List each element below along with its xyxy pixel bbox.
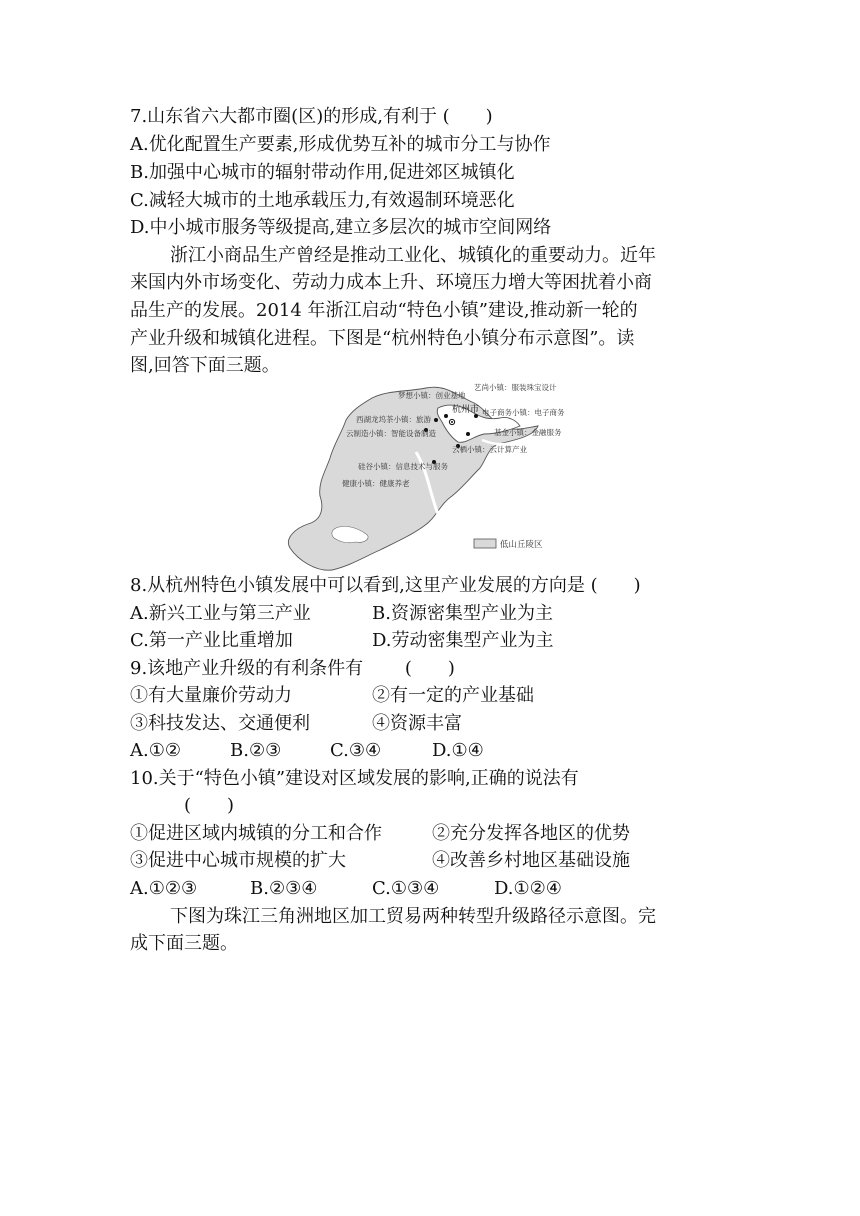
q9-option-d: D.①④ — [432, 740, 484, 761]
town-dot — [466, 432, 470, 436]
town-dot — [444, 414, 448, 418]
map-label-fund-town: 基金小镇：金融服务 — [494, 428, 562, 437]
town-dot — [451, 421, 453, 423]
q7-option-d: D.中小城市服务等级提高,建立多层次的城市空间网络 — [130, 217, 552, 238]
q10-answer-paren: ( ) — [184, 795, 235, 816]
q7-stem: 7.山东省六大都市圈(区)的形成,有利于 ( ) — [130, 106, 493, 127]
map-label-yunqi-town: 云栖小镇：云计算产业 — [452, 445, 527, 454]
passage1-line-3: 品生产的发展。2014 年浙江启动“特色小镇”建设,推动新一轮的 — [130, 300, 638, 321]
q9-stem: 9.该地产业升级的有利条件有 ( ) — [130, 658, 455, 679]
passage1-line-4: 产业升级和城镇化进程。下图是“杭州特色小镇分布示意图”。读 — [130, 328, 635, 349]
q10-option-d: D.①②④ — [494, 878, 562, 899]
q10-item-4: ④改善乡村地区基础设施 — [432, 850, 630, 871]
q10-option-b: B.②③④ — [250, 878, 318, 899]
q9-item-3: ③科技发达、交通便利 — [130, 713, 310, 734]
passage1-line-1: 浙江小商品生产曾经是推动工业化、城镇化的重要动力。近年 — [170, 245, 656, 266]
legend-label: 低山丘陵区 — [500, 540, 543, 550]
legend-swatch — [474, 539, 496, 548]
map-label-fashion-town: 艺尚小镇：服装珠宝设计 — [474, 383, 557, 392]
passage1-line-5: 图,回答下面三题。 — [130, 355, 280, 376]
q10-item-3: ③促进中心城市规模的扩大 — [130, 850, 346, 871]
q10-option-a: A.①②③ — [130, 878, 198, 899]
q10-stem: 10.关于“特色小镇”建设对区域发展的影响,正确的说法有 — [130, 768, 579, 789]
q9-option-c: C.③④ — [330, 740, 382, 761]
passage2-line-2: 成下面三题。 — [130, 933, 238, 954]
hangzhou-town-map — [276, 378, 606, 572]
map-city-label: 杭州市 — [452, 405, 480, 415]
q9-item-2: ②有一定的产业基础 — [372, 685, 534, 706]
map-label-cloud-mfg-town: 云制造小镇：智能设备制造 — [346, 429, 436, 438]
q8-option-b: B.资源密集型产业为主 — [372, 603, 553, 624]
map-label-silicon-town: 硅谷小镇：信息技术与服务 — [358, 462, 448, 471]
q7-option-b: B.加强中心城市的辐射带动作用,促进郊区城镇化 — [130, 162, 515, 183]
map-label-ecommerce-town: 电子商务小镇：电子商务 — [482, 408, 565, 417]
town-dot — [434, 418, 438, 422]
q8-stem: 8.从杭州特色小镇发展中可以看到,这里产业发展的方向是 ( ) — [130, 575, 641, 596]
q10-option-c: C.①③④ — [372, 878, 440, 899]
q10-item-2: ②充分发挥各地区的优势 — [432, 823, 630, 844]
q8-option-a: A.新兴工业与第三产业 — [130, 603, 311, 624]
q9-option-b: B.②③ — [230, 740, 282, 761]
map-label-tea-town: 西湖龙坞茶小镇：旅游 — [356, 415, 431, 424]
passage1-line-2: 来国内外市场变化、劳动力成本上升、环境压力增大等困扰着小商 — [130, 272, 652, 293]
q7-option-c: C.减轻大城市的土地承载压力,有效遏制环境恶化 — [130, 190, 515, 211]
q9-item-4: ④资源丰富 — [372, 713, 462, 734]
q8-option-d: D.劳动密集型产业为主 — [372, 630, 554, 651]
passage2-line-1: 下图为珠江三角洲地区加工贸易两种转型升级路径示意图。完 — [170, 906, 656, 927]
map-label-dream-town: 梦想小镇：创业基地 — [398, 391, 466, 400]
q8-option-c: C.第一产业比重增加 — [130, 630, 293, 651]
q9-item-1: ①有大量廉价劳动力 — [130, 685, 292, 706]
q7-option-a: A.优化配置生产要素,形成优势互补的城市分工与协作 — [130, 134, 551, 155]
q9-option-a: A.①② — [130, 740, 181, 761]
map-label-health-town: 健康小镇：健康养老 — [342, 479, 410, 488]
q10-item-1: ①促进区域内城镇的分工和合作 — [130, 823, 382, 844]
